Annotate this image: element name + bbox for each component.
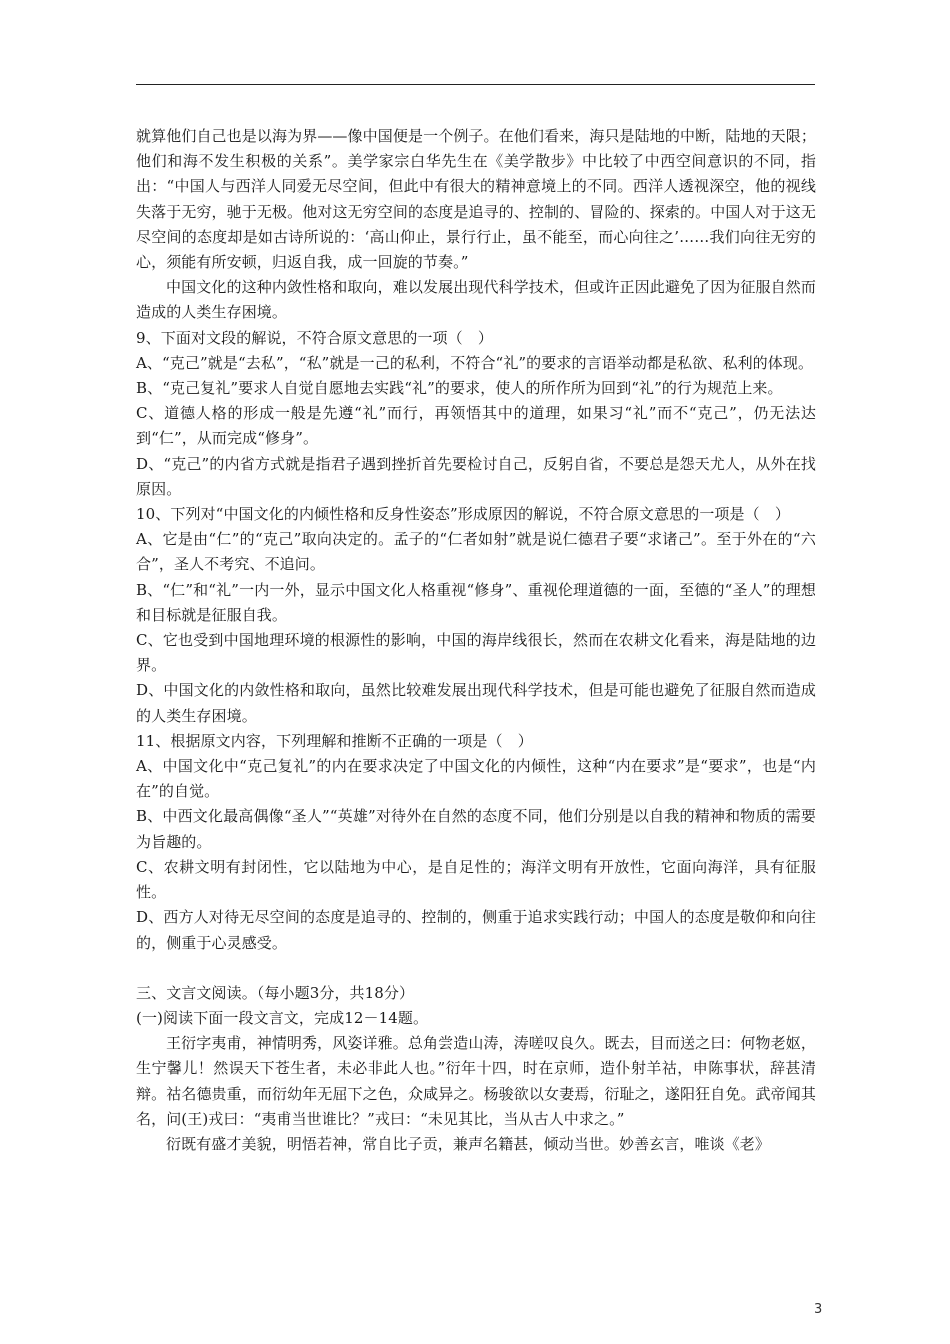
section-3-subheading: (一)阅读下面一段文言文，完成12－14题。 <box>136 1008 429 1027</box>
question-9-option-b: B、“克己复礼”要求人自觉自愿地去实践“礼”的要求，使人的所作所为回到“礼”的行为规范上来。 <box>136 379 783 398</box>
section-3-heading: 三、文言文阅读。（每小题3分，共18分） <box>136 983 415 1002</box>
question-9-stem: 9、下面对文段的解说，不符合原文意思的一项（ ） <box>136 328 493 347</box>
question-10-option-d: D、中国文化的内敛性格和取向，虽然比较难发展出现代科学技术，但是可能也避免了征服自然而造成的人类生存困境。 <box>136 681 816 725</box>
question-10-option-c: C、它也受到中国地理环境的根源性的影响，中国的海岸线很长，然而在农耕文化看来，海是陆地的边界。 <box>136 631 816 675</box>
page-number: 3 <box>814 1302 823 1317</box>
question-10-option-a: A、它是由“仁”的“克己”取向决定的。孟子的“仁者如射”就是说仁德君子要“求诸己”。至于外在的“六合”，圣人不考究、不追问。 <box>136 530 816 574</box>
passage-paragraph-2: 中国文化的这种内敛性格和取向，难以发展出现代科学技术，但或许正因此避免了因为征服自然而造成的人类生存困境。 <box>136 278 816 322</box>
question-9-option-a: A、“克己”就是“去私”，“私”就是一己的私利，不符合“礼”的要求的言语举动都是私欲、私利的体现。 <box>136 353 814 372</box>
question-11-option-b: B、中西文化最高偶像“圣人”“英雄”对待外在自然的态度不同，他们分别是以自我的精神和物质的需要为旨趣的。 <box>136 807 816 851</box>
classical-text-paragraph-2: 衍既有盛才美貌，明悟若神，常自比子贡，兼声名籍甚，倾动当世。妙善玄言，唯谈《老》 <box>166 1134 771 1153</box>
question-11-option-c: C、农耕文明有封闭性，它以陆地为中心，是自足性的；海洋文明有开放性，它面向海洋，具有征服性。 <box>136 857 816 902</box>
question-9-option-d: D、“克己”的内省方式就是指君子遇到挫折首先要检讨自己，反躬自省，不要总是怨天尤人，从外在找原因。 <box>136 454 816 498</box>
classical-text-paragraph-1: 王衍字夷甫，神情明秀，风姿详雅。总角尝造山涛，涛嗟叹良久。既去，目而送之曰：何物老妪，生宁馨儿！然误天下苍生者，未必非此人也。”衍年十四，时在京师，造仆射羊祜，申陈事状，辞甚清辩。祜名德贵重，而衍幼年无屈下之色，众咸异之。杨骏欲以女妻焉，衍耻之，遂阳狂自免。武帝闻其名，问(王)戎曰：“夷甫当世谁比？”戎曰：“未见其比，当从古人中求之。” <box>136 1034 816 1128</box>
question-10-stem: 10、下列对“中国文化的内倾性格和反身性姿态”形成原因的解说，不符合原文意思的一项是（ ） <box>136 505 790 524</box>
passage-paragraph-1: 就算他们自己也是以海为界——像中国便是一个例子。在他们看来，海只是陆地的中断，陆地的天限；他们和海不发生积极的关系”。美学家宗白华先生在《美学散步》中比较了中西空间意识的不同，指出：“中国人与西洋人同爱无尽空间，但此中有很大的精神意境上的不同。西洋人透视深空，他的视线失落于无穷，驰于无极。他对这无穷空间的态度是追寻的、控制的、冒险的、探索的。中国人对于这无尽空间的态度却是如古诗所说的：‘高山仰止，景行行止，虽不能至，而心向往之’……我们向往无穷的心，须能有所安顿，归返自我，成一回旋的节奏。” <box>136 127 816 272</box>
section-spacer <box>136 956 816 981</box>
question-11-stem: 11、根据原文内容，下列理解和推断不正确的一项是（ ） <box>136 731 533 750</box>
document-body <box>136 124 816 1157</box>
question-11-option-a: A、中国文化中“克己复礼”的内在要求决定了中国文化的内倾性，这种“内在要求”是“要求”，也是“内在”的自觉。 <box>136 757 816 801</box>
question-9-option-c: C、道德人格的形成一般是先遵“礼”而行，再领悟其中的道理，如果习“礼”而不“克己”，仍无法达到“仁”，从而完成“修身”。 <box>136 404 816 448</box>
header-rule <box>136 84 815 85</box>
question-11-option-d: D、西方人对待无尽空间的态度是追寻的、控制的，侧重于追求实践行动；中国人的态度是敬仰和向往的，侧重于心灵感受。 <box>136 908 816 952</box>
question-10-option-b: B、“仁”和“礼”一内一外，显示中国文化人格重视“修身”、重视伦理道德的一面，至德的“圣人”的理想和目标就是征服自我。 <box>136 580 816 624</box>
